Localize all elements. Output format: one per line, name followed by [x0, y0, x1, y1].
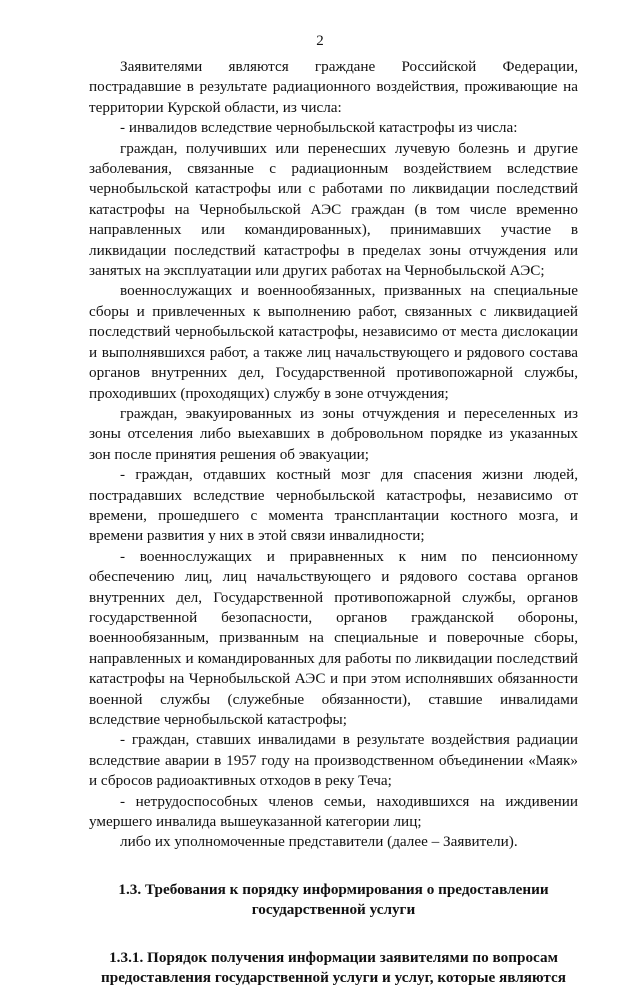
paragraph-evacuated-citizens: граждан, эвакуированных из зоны отчуждения и переселенных из зоны отселения либо выехавших в добровольном порядке из указанных зон после принятия решения об эвакуации;: [89, 404, 578, 463]
section-heading-1-3: 1.3. Требования к порядку информирования о предоставлении государственной услуги: [118, 880, 549, 919]
paragraph-bone-marrow-donors: - граждан, отдавших костный мозг для спасения жизни людей, пострадавших вследствие чернобыльской катастрофы, независимо от времени, прошедшего с момента трансплантации костного мозга, и времени развития у них в этой связи инвалидности;: [89, 466, 578, 545]
page-number: 2: [316, 33, 324, 49]
section-heading-1-3-1: 1.3.1. Порядок получения информации заявителями по вопросам предоставления государственной услуги и услуг, которые являются: [101, 948, 566, 987]
paragraph-family-members: - нетрудоспособных членов семьи, находившихся на иждивении умершего инвалида вышеуказанной категории лиц;: [89, 792, 578, 831]
paragraph-military-pension: - военнослужащих и приравненных к ним по пенсионному обеспечению лиц, лиц начальствующего и рядового состава органов внутренних дел, Государственной противопожарной службы, органов государственной безопасности, органов гражданской обороны, военнообязанным, призванным на специальные и поверочные сборы, направленных и командированных для работы по ликвидации последствий катастрофы на Чернобыльской АЭС и при этом исполнявших обязанности военной службы (служебные обязанности), ставшие инвалидами вследствие чернобыльской катастрофы;: [89, 547, 578, 728]
paragraph-mayak-accident: - граждан, ставших инвалидами в результате воздействия радиации вследствие аварии в 1957 году на производственном объединении «Маяк» и сбросов радиоактивных отходов в реку Теча;: [89, 731, 578, 790]
paragraph-disabled-chernobyl: - инвалидов вследствие чернобыльской катастрофы из числа:: [120, 119, 518, 137]
paragraph-applicants-intro: Заявителями являются граждане Российской Федерации, пострадавшие в результате радиационного воздействия, проживающие на территории Курской области, из числа:: [89, 58, 578, 116]
paragraph-radiation-illness: граждан, получивших или перенесших лучевую болезнь и другие заболевания, связанные с радиационным воздействием вследствие чернобыльской катастрофы или с работами по ликвидации последствий катастрофы на Чернобыльской АЭС граждан (в том числе временно направленных или командированных), принимавших участие в ликвидации последствий катастрофы в пределах зоны отчуждения или занятых на эксплуатации или других работах на Чернобыльской АЭС;: [89, 139, 578, 280]
paragraph-representatives: либо их уполномоченные представители (далее – Заявители).: [120, 833, 518, 851]
paragraph-military-liquidators: военнослужащих и военнообязанных, призванных на специальные сборы и привлеченных к выполнению работ, связанных с ликвидацией последствий чернобыльской катастрофы, независимо от места дислокации и выполнявшихся работ, а также лиц начальствующего и рядового состава органов внутренних дел, Государственной противопожарной службы, проходивших (проходящих) службу в зоне отчуждения;: [89, 282, 578, 402]
document-body: [89, 57, 578, 988]
